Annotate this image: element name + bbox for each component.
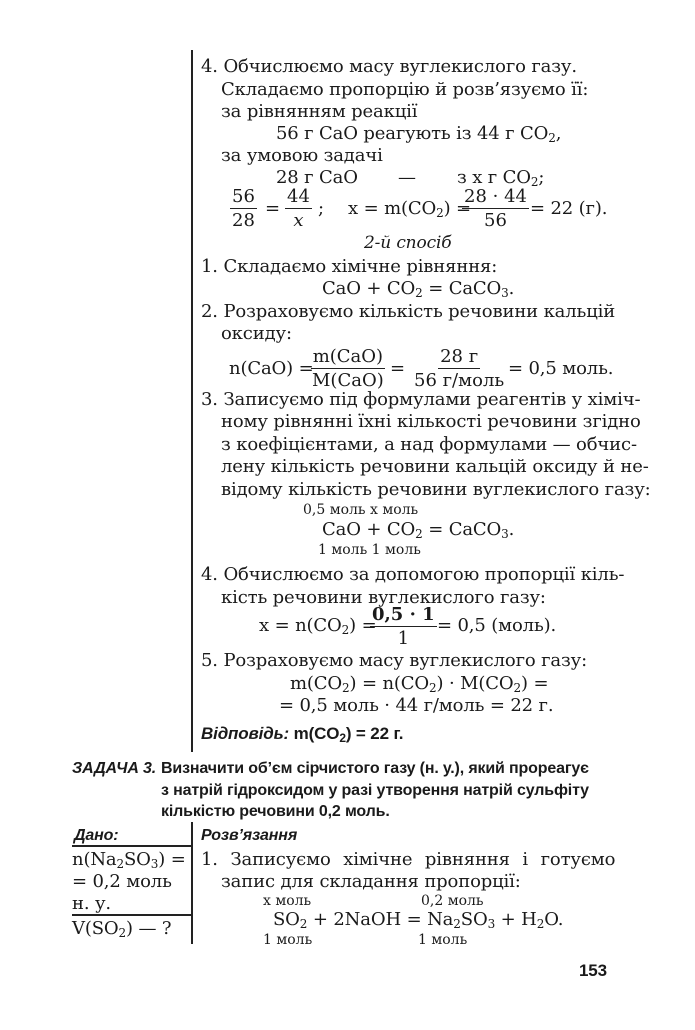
- x-mass-expression: $x = m(CO_2)$ =: [348, 198, 471, 220]
- fraction-56-28: $\frac{56}{28}$: [232, 186, 255, 231]
- s2-line2: оксиду:: [221, 323, 292, 344]
- answer-line: Відповідь: $m(CO_2) = 22$ г.: [201, 724, 404, 745]
- s2-line1: 2. Розраховуємо кількість речовини кальцій: [201, 301, 616, 322]
- s3-line1: 3. Записуємо під формулами реагентів у хіміч-: [201, 389, 641, 410]
- page-number: 153: [579, 961, 607, 980]
- s4-line1: 4. Обчислюємо за допомогою пропорції кіль-: [201, 564, 625, 585]
- s2-equals: =: [390, 358, 405, 379]
- solution-line2: запис для складання пропорції:: [221, 871, 521, 892]
- solution-equation: $SO_2$ + 2NaOH = $Na_2SO_3 + H_2O$.: [273, 909, 564, 931]
- given-separator: [72, 914, 191, 916]
- s4-lhs: $x = n(CO_2)$ =: [259, 615, 377, 637]
- column-rule-upper: [191, 50, 193, 752]
- task3-line2: з натрій гідроксидом у разі утворення натрій сульфіту: [161, 782, 589, 799]
- proportion-result: = 22 (г).: [530, 198, 608, 219]
- task3-label: ЗАДАЧА 3.: [72, 760, 157, 777]
- condition-dash: —: [398, 167, 416, 188]
- equation-ratio-row: 56 г CaO реагують із 44 г $CO_2$,: [276, 123, 562, 145]
- solution-above-left: x моль: [263, 893, 312, 909]
- by-equation-label: за рівнянням реакції: [221, 101, 418, 122]
- solution-below-right: 1 моль: [418, 932, 468, 948]
- s5-line1: 5. Розраховуємо масу вуглекислого газу:: [201, 650, 588, 671]
- task3-line1: Визначити об’єм сірчистого газу (н. у.), який прореагує: [161, 760, 589, 777]
- column-rule-lower: [191, 822, 193, 944]
- given-line1: $n(Na_2SO_3)$ =: [72, 849, 186, 871]
- proportion-equals: =: [265, 198, 280, 219]
- s2-lhs: n(CaO) =: [229, 358, 314, 379]
- method-2-heading: 2-й спосіб: [364, 233, 452, 253]
- by-condition-label: за умовою задачі: [221, 145, 383, 166]
- s2-result: = 0,5 моль.: [508, 358, 614, 379]
- s4-line2: кість речовини вуглекислого газу:: [221, 587, 546, 608]
- solution-below-left: 1 моль: [263, 932, 313, 948]
- s4-result: = 0,5 (моль).: [437, 615, 557, 636]
- s3-below-amounts: 1 моль 1 моль: [318, 542, 421, 558]
- given-line3: н. у.: [72, 893, 112, 914]
- s3-above-amounts: 0,5 моль x моль: [303, 502, 419, 518]
- proportion-semicolon: ;: [318, 198, 324, 219]
- condition-right: з x г $CO_2$;: [457, 167, 545, 189]
- s5-formula1: $m(CO_2) = n(CO_2) \cdot M(CO_2)$ =: [290, 673, 549, 695]
- fraction-05x1-1: $\frac{0,5 \cdot 1}{1}$: [372, 604, 435, 649]
- s3-line3: з коефіцієнтами, а над формулами — обчис-: [221, 434, 637, 455]
- given-title-underline: [72, 845, 191, 847]
- s3-line2: ному рівнянні їхні кількості речовини згідно: [221, 411, 641, 432]
- fraction-28g-56gmol: 28 г 56 г/моль: [414, 346, 505, 391]
- step4-title: 4. Обчислюємо масу вуглекислого газу.: [201, 56, 577, 77]
- given-line2: = 0,2 моль: [72, 871, 172, 892]
- task3-line3: кількістю речовини 0,2 моль.: [161, 803, 390, 820]
- given-title: Дано:: [74, 827, 119, 844]
- step4-line2: Складаємо пропорцію й розв’язуємо її:: [221, 79, 589, 100]
- find-line: $V(SO_2)$ — ?: [72, 918, 172, 940]
- s3-line4: лену кількість речовини кальцій оксиду й не-: [221, 456, 649, 477]
- solution-line1: 1. Записуємо хімічне рівняння і готуємо: [201, 849, 616, 870]
- s1-text: 1. Складаємо хімічне рівняння:: [201, 256, 498, 277]
- fraction-28x44-56: $\frac{28 \cdot 44}{56}$: [464, 186, 527, 231]
- s5-formula2: = 0,5 моль · 44 г/моль = 22 г.: [279, 695, 554, 716]
- s3-equation: CaO + $CO_2$ = CaCO$_3$.: [322, 519, 515, 541]
- solution-title: Розв’язання: [201, 827, 298, 844]
- solution-above-right: 0,2 моль: [421, 893, 484, 909]
- s3-line5: відому кількість речовини вуглекислого газу:: [221, 479, 651, 500]
- s1-equation: CaO + $CO_2$ = CaCO$_3$.: [322, 278, 515, 300]
- fraction-44-x: $\frac{44}{x}$: [287, 186, 310, 231]
- condition-left: 28 г CaO: [276, 167, 358, 188]
- fraction-m-over-M: m(CaO) M(CaO): [312, 346, 384, 391]
